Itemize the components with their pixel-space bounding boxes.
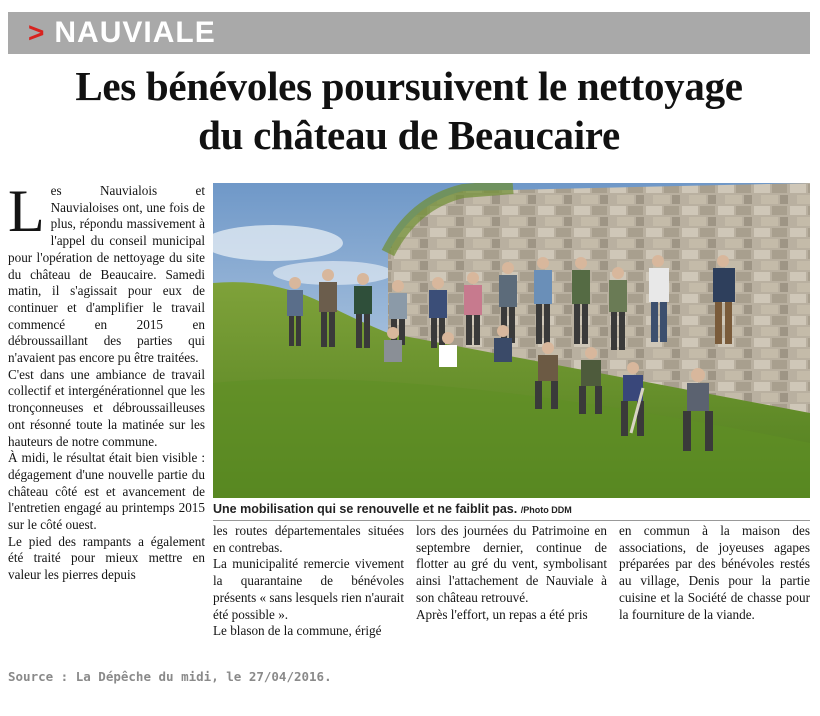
paragraph: lors des journées du Patrimoine en septembre dernier, continue de flotter au gré du vent, symbolisant ainsi l'attachement de Nauviale à son château retrouvé. <box>416 523 607 605</box>
headline-line-1: Les bénévoles poursuivent le nettoyage <box>75 63 743 109</box>
photo-credit: /Photo DDM <box>520 505 572 515</box>
paragraph: en commun à la maison des associations, de joyeuses agapes préparées par des bénévoles restés au village, Denis pour la partie cuisine et la Société de chasse pour la fourniture de la viande. <box>619 523 810 622</box>
caption-text: Une mobilisation qui se renouvelle et ne faiblit pas. <box>213 502 518 516</box>
article-column-2 <box>213 523 404 640</box>
paragraph: À midi, le résultat était bien visible : dégagement d'une nouvelle partie du château côté est et avancement de l'entretien engagé au printemps 2015 sur le côté ouest. <box>8 450 205 533</box>
group-photo-image <box>213 183 810 498</box>
paragraph <box>8 178 205 367</box>
drop-cap: L <box>8 178 45 244</box>
source-line: Source : La Dépêche du midi, le 27/04/2016. <box>8 669 332 684</box>
paragraph: Le pied des rampants a également été traité pour mieux mettre en valeur les pierres depuis <box>8 533 205 583</box>
article-column-4 <box>619 523 810 623</box>
article-column-1 <box>8 178 205 584</box>
paragraph: Après l'effort, un repas a été pris <box>416 606 588 622</box>
headline <box>8 62 810 160</box>
paragraph: les routes départementales situées en contrebas. <box>213 523 404 555</box>
section-title: NAUVIALE <box>54 16 216 49</box>
photo-caption <box>213 502 810 516</box>
article-photo <box>213 183 810 498</box>
paragraph: La municipalité remercie vivement la quarantaine de bénévoles présents « sans lesquels rien n'aurait été possible ». <box>213 556 404 622</box>
paragraph: C'est dans une ambiance de travail collectif et intergénérationnel que les tronçonneuses et débroussailleuses ont résonné toute la matinée sur les hauteurs de notre commune. <box>8 366 205 449</box>
section-banner <box>8 12 810 54</box>
article-column-3 <box>416 523 607 623</box>
arrow-icon: > <box>28 17 45 48</box>
paragraph: Le blason de la commune, érigé <box>213 623 382 639</box>
headline-line-2: du château de Beaucaire <box>198 112 620 158</box>
paragraph-text: es Nauvialois et Nauvialoises ont, une fois de plus, répondu massivement à l'appel du conseil municipal pour l'opération de nettoyage du site du château de Beaucaire. Samedi matin, il s'agissait pour eux de continuer et d'amplifier le travail commencé en 2015 en débroussaillant des parties qui n'avaient pas encore pu être traitées. <box>8 183 205 366</box>
caption-divider <box>213 520 810 521</box>
